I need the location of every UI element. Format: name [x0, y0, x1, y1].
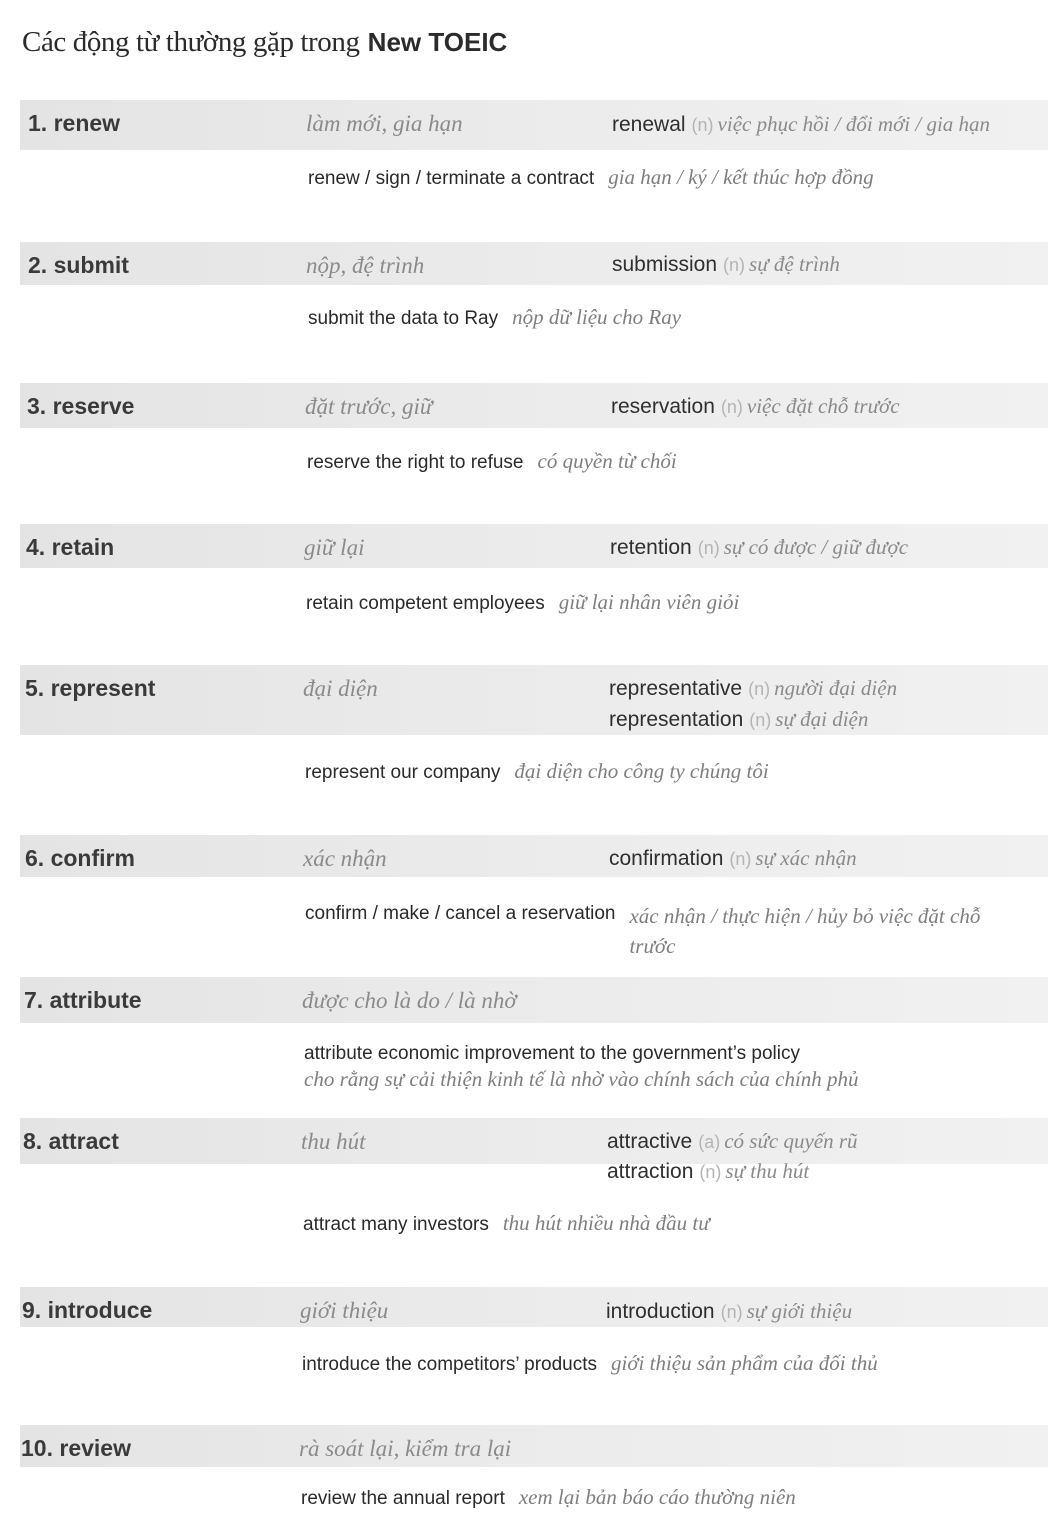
- derivative: [609, 676, 897, 701]
- entry-headword: 6. confirm: [25, 845, 135, 871]
- example-phrase: [303, 1211, 710, 1236]
- example-phrase: [304, 1043, 859, 1092]
- entry-header-band: [20, 1287, 1048, 1327]
- entry-header-band: [20, 835, 1048, 877]
- page-title-vietnamese: Các động từ thường gặp trong: [22, 26, 360, 58]
- entry-meaning: được cho là do / là nhờ: [302, 988, 517, 1013]
- part-of-speech: (a): [698, 1132, 721, 1152]
- entry-meaning: giữ lại: [304, 535, 365, 560]
- entry-headword: 5. represent: [25, 675, 156, 701]
- part-of-speech: (n): [699, 1162, 722, 1182]
- example-english: attract many investors: [303, 1214, 489, 1235]
- derivative-meaning: sự đệ trình: [749, 252, 840, 276]
- part-of-speech: (n): [748, 679, 771, 699]
- derivative-meaning: sự đại diện: [775, 707, 869, 731]
- example-english: confirm / make / cancel a reservation: [305, 903, 616, 924]
- entry-header-band: [20, 1118, 1048, 1164]
- part-of-speech: (n): [697, 538, 720, 558]
- derivative: [609, 707, 868, 732]
- entry-meaning: nộp, đệ trình: [306, 253, 425, 278]
- example-phrase: [306, 590, 739, 615]
- entry-headword: 3. reserve: [27, 393, 135, 419]
- entry-headword: 2. submit: [28, 252, 129, 278]
- derivative: [611, 394, 900, 419]
- example-phrase: [301, 1485, 796, 1510]
- part-of-speech: (n): [720, 1302, 743, 1322]
- entry-meaning: xác nhận: [303, 846, 387, 871]
- derivative-word: renewal: [612, 113, 686, 136]
- example-phrase: [308, 165, 874, 190]
- example-vietnamese: giữ lại nhân viên giỏi: [558, 590, 740, 614]
- entry-header-band: [20, 242, 1048, 285]
- example-vietnamese: xem lại bản báo cáo thường niên: [518, 1485, 796, 1509]
- example-vietnamese: có quyền từ chối: [537, 449, 677, 473]
- derivative-meaning: người đại diện: [774, 676, 898, 700]
- example-english: renew / sign / terminate a contract: [308, 168, 595, 189]
- part-of-speech: (n): [723, 255, 746, 275]
- part-of-speech: (n): [749, 710, 772, 730]
- entry-meaning: giới thiệu: [300, 1298, 389, 1323]
- entry-headword: 8. attract: [23, 1128, 119, 1154]
- entry-headword: 9. introduce: [22, 1297, 153, 1323]
- entry-headword: 10. review: [21, 1435, 131, 1461]
- derivative: [612, 252, 840, 277]
- example-vietnamese: gia hạn / ký / kết thúc hợp đồng: [608, 165, 874, 189]
- derivative-meaning: sự xác nhận: [755, 846, 857, 870]
- derivative-meaning: có sức quyến rũ: [724, 1129, 858, 1153]
- example-vietnamese: giới thiệu sản phẩm của đối thủ: [611, 1351, 878, 1375]
- entry-meaning: làm mới, gia hạn: [306, 111, 463, 136]
- derivative-meaning: việc đặt chỗ trước: [746, 394, 900, 418]
- example-english: represent our company: [305, 762, 501, 783]
- derivative: [609, 846, 857, 871]
- example-vietnamese: nộp dữ liệu cho Ray: [512, 305, 682, 329]
- part-of-speech: (n): [691, 115, 714, 135]
- derivative-word: confirmation: [609, 847, 724, 870]
- example-vietnamese: cho rằng sự cải thiện kinh tế là nhờ vào chính sách của chính phủ: [304, 1067, 859, 1091]
- example-english: retain competent employees: [306, 593, 545, 614]
- derivative: [612, 112, 990, 137]
- example-phrase: [305, 903, 1009, 961]
- entry-meaning: thu hút: [301, 1129, 366, 1154]
- derivative: [610, 535, 908, 560]
- example-phrase: [307, 449, 677, 474]
- derivative-word: reservation: [611, 395, 715, 418]
- example-vietnamese: thu hút nhiều nhà đầu tư: [502, 1211, 710, 1235]
- example-phrase: [305, 759, 769, 784]
- derivative-word: retention: [610, 536, 692, 559]
- example-phrase: [308, 305, 681, 330]
- derivative-word: representative: [609, 677, 743, 700]
- example-vietnamese: đại diện cho công ty chúng tôi: [514, 759, 769, 783]
- part-of-speech: (n): [729, 849, 752, 869]
- derivative-word: attraction: [607, 1160, 694, 1183]
- example-english: attribute economic improvement to the government’s policy: [304, 1043, 801, 1064]
- derivative-word: attractive: [607, 1130, 693, 1153]
- example-english: reserve the right to refuse: [307, 452, 524, 473]
- derivative: [607, 1159, 809, 1184]
- example-vietnamese: xác nhận / thực hiện / hủy bỏ việc đặt chỗ trước: [629, 904, 981, 958]
- entry-meaning: đặt trước, giữ: [305, 394, 433, 419]
- page-title-english: New TOEIC: [367, 27, 508, 57]
- example-english: introduce the competitors’ products: [302, 1354, 598, 1375]
- derivative-word: introduction: [606, 1300, 715, 1323]
- entry-headword: 1. renew: [28, 110, 121, 136]
- derivative: [606, 1299, 852, 1324]
- page-title: [22, 26, 507, 59]
- entry-meaning: đại diện: [303, 676, 378, 701]
- part-of-speech: (n): [720, 397, 743, 417]
- derivative-meaning: sự có được / giữ được: [723, 535, 909, 559]
- example-english: submit the data to Ray: [308, 308, 499, 329]
- entry-header-band: [20, 1425, 1048, 1467]
- example-english: review the annual report: [301, 1488, 505, 1509]
- derivative: [607, 1129, 858, 1154]
- derivative-word: representation: [609, 708, 744, 731]
- derivative-meaning: sự giới thiệu: [746, 1299, 853, 1323]
- entry-headword: 4. retain: [26, 534, 115, 560]
- derivative-meaning: việc phục hồi / đổi mới / gia hạn: [717, 112, 991, 136]
- entry-header-band: [20, 977, 1048, 1023]
- derivative-meaning: sự thu hút: [725, 1159, 810, 1183]
- derivative-word: submission: [612, 253, 718, 276]
- entry-headword: 7. attribute: [24, 987, 142, 1013]
- example-phrase: [302, 1351, 878, 1376]
- entry-meaning: rà soát lại, kiểm tra lại: [299, 1436, 512, 1461]
